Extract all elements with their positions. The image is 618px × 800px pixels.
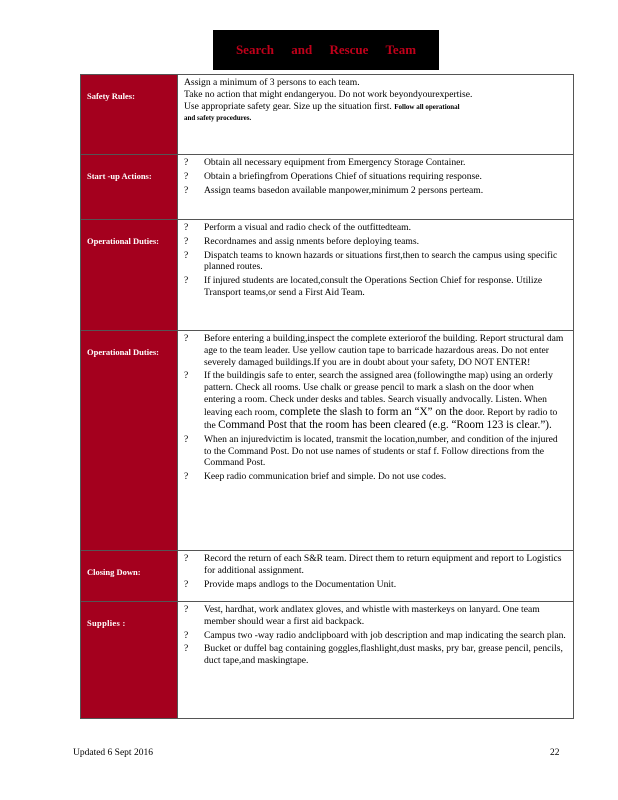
table-row-operational-duties-2 [81, 331, 574, 551]
content-bold-line: and safety procedures. [184, 114, 252, 123]
row-content [178, 155, 574, 220]
page-title: Search and Rescue Team [235, 42, 417, 57]
table-row-startup-actions [81, 155, 574, 220]
item-list [184, 157, 567, 196]
list-item: ? If injured students are located,consult the Operations Section Chief for response. Utilize Transport teams,or send a First Aid Team. [184, 275, 567, 299]
table-row-closing-down [81, 551, 574, 602]
list-item: ? Dispatch teams to known hazards or situations first,then to search the campus using specific planned routes. [184, 250, 567, 274]
row-label: Supplies : [81, 602, 178, 719]
content-bold-text: Follow all operational [394, 102, 460, 111]
list-item: ? Keep radio communication brief and simple. Do not use codes. [184, 471, 567, 483]
list-item: ? Obtain all necessary equipment from Emergency Storage Container. [184, 157, 567, 169]
list-item: ? Assign teams basedon available manpower,minimum 2 persons perteam. [184, 185, 567, 197]
item-list [184, 604, 567, 667]
list-item-text-large: complete the slash to form an “X” on the [279, 405, 463, 418]
row-content [178, 602, 574, 719]
list-item: ? Vest, hardhat, work andlatex gloves, and whistle with masterkeys on lanyard. One team member should wear a first aid backpack. [184, 604, 567, 628]
table-row-safety-rules [81, 75, 574, 155]
page-number: 22 [550, 748, 560, 758]
list-item [184, 370, 567, 431]
row-label: Safety Rules: [81, 75, 178, 155]
list-item: ? Perform a visual and radio check of the outfittedteam. [184, 222, 567, 234]
row-content [178, 75, 574, 155]
row-content [178, 220, 574, 331]
row-label: Closing Down: [81, 551, 178, 602]
list-item-text: If the buildingis safe to enter, search the assigned area (followingthe map) using an orderly pattern. Check all rooms. Use chalk or grease pencil to mark a slash on the door when entering a room. Check under desks and tables. Search visually andvocally. Listen. When leaving each room, [204, 370, 553, 418]
item-list [184, 222, 567, 299]
list-item: ? Campus two -way radio andclipboard with job description and map indicating the search plan. [184, 630, 567, 642]
content-text: Use appropriate safety gear. Size up the situation first. [184, 100, 392, 112]
procedures-table [80, 74, 574, 719]
content-line: Take no action that might endangeryou. Do not work beyondyourexpertise. [184, 88, 473, 100]
list-item: ? Bucket or duffel bag containing goggles,flashlight,dust masks, pry bar, grease pencil, pencils, duct tape,and maskingtape. [184, 643, 567, 667]
row-label: Operational Duties: [81, 220, 178, 331]
row-content [178, 331, 574, 551]
list-item: ? Obtain a briefingfrom Operations Chief of situations requiring response. [184, 171, 567, 183]
row-label: Start -up Actions: [81, 155, 178, 220]
content-line: Assign a minimum of 3 persons to each team. [184, 77, 360, 88]
table-row-supplies [81, 602, 574, 719]
table-row-operational-duties-1 [81, 220, 574, 331]
item-list [184, 553, 567, 590]
list-item: ? Before entering a building,inspect the complete exteriorof the building. Report structural dam age to the team leader. Use yellow caution tape to barricade hazardous areas. Do not enter severely damaged buildings.If you are in doubt about your safety, DO NOT ENTER! [184, 333, 567, 368]
list-item: ? When an injuredvictim is located, transmit the location,number, and condition of the injured to the Command Post. Do not use names of students or staf f. Follow directions from the Command Post. [184, 434, 567, 469]
list-item-text-large: Command Post that the room has been cleared (e.g. “Room 123 is clear.”). [218, 418, 552, 431]
content-line [184, 101, 567, 114]
item-list [184, 333, 567, 483]
list-item: ? Recordnames and assig nments before deploying teams. [184, 236, 567, 248]
list-item-text: door. Report by radio to the [204, 406, 558, 431]
footer-updated: Updated 6 Sept 2016 [73, 748, 153, 758]
row-label: Operational Duties: [81, 331, 178, 551]
page-title-box [213, 30, 439, 70]
row-content [178, 551, 574, 602]
list-item: ? Record the return of each S&R team. Direct them to return equipment and report to Logistics for additional assignment. [184, 553, 567, 577]
list-item: ? Provide maps andlogs to the Documentation Unit. [184, 579, 567, 591]
